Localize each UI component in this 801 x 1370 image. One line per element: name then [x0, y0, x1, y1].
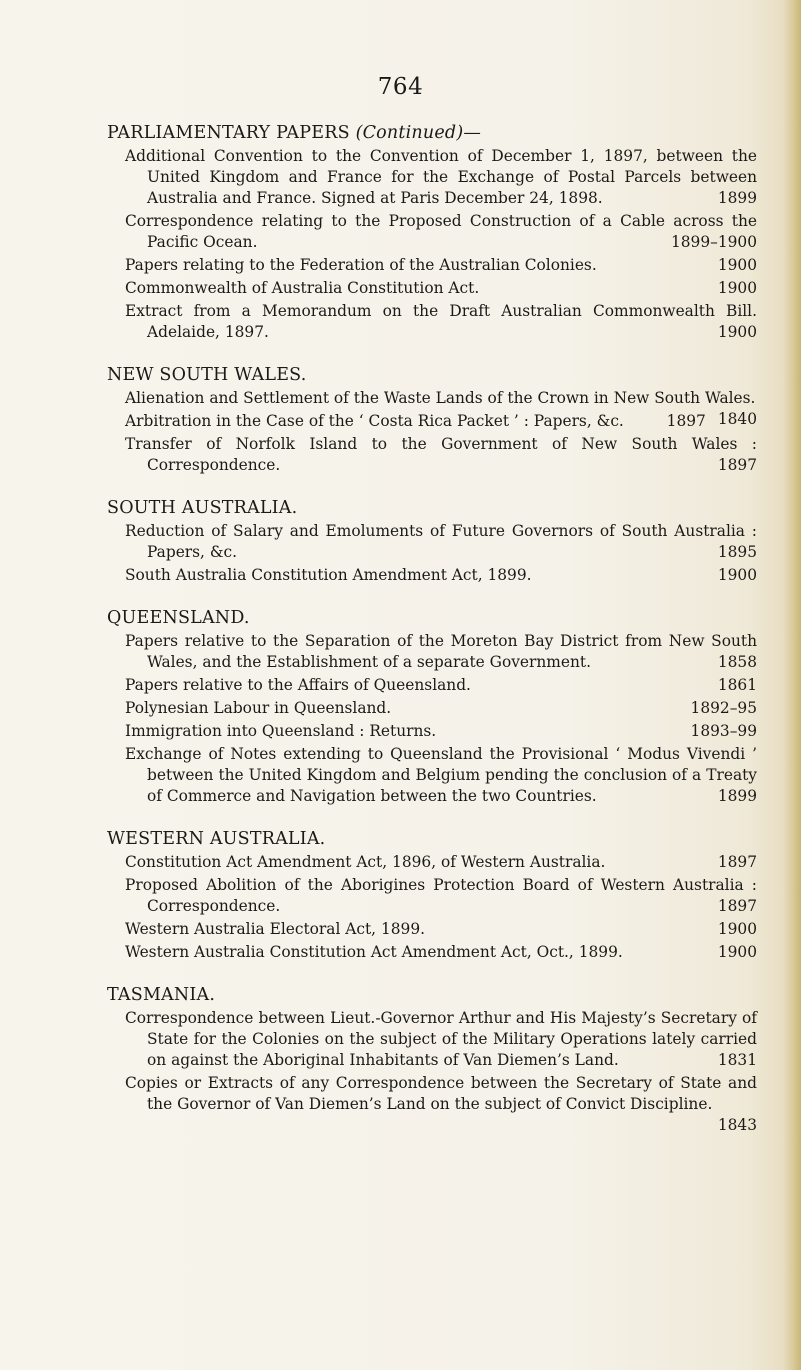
entry-title: Papers relating to the Federation of the Australian Colonies. — [125, 256, 597, 274]
page-edge — [783, 0, 801, 1370]
entry-year: 1861 — [717, 676, 757, 694]
list-item — [107, 919, 757, 940]
entry-title: Western Australia Constitution Act Amendment Act, Oct., 1899. — [125, 943, 623, 961]
entry-year: 1900 — [717, 323, 757, 341]
entry-title: Western Australia Electoral Act, 1899. — [125, 920, 426, 938]
list-item — [107, 852, 757, 873]
entry-year: 1899 — [717, 189, 757, 207]
list-item — [107, 942, 757, 963]
list-item — [107, 301, 757, 343]
section-heading: WESTERN AUSTRALIA. — [107, 829, 326, 849]
entry-year: 1831 — [717, 1051, 757, 1069]
list-item — [107, 675, 757, 696]
entry-year: 1897 — [717, 853, 757, 871]
entry-year: 1897 — [666, 412, 706, 430]
entry-year: 1900 — [717, 566, 757, 584]
section-heading: NEW SOUTH WALES. — [107, 365, 307, 385]
entry-year: 1899 — [717, 787, 757, 805]
entry-title: Papers relative to the Affairs of Queensland. — [125, 676, 471, 694]
entry-title: Correspondence between Lieut.-Governor Arthur and His Majesty’s Secretary of State for the Colonies on the subject of the Military Operations lately carried on against the Aboriginal Inhabitants of Van Diemen’s Land. — [125, 1009, 757, 1069]
entry-title: Copies or Extracts of any Correspondence between the Secretary of State and the Governor of Van Diemen’s Land on the subject of Convict Discipline. — [125, 1074, 757, 1113]
entry-title: Exchange of Notes extending to Queensland the Provisional ‘ Modus Vivendi ’ between the United Kingdom and Belgium pending the conclusion of a Treaty of Commerce and Navigation between the two Countries. — [125, 745, 757, 805]
list-item — [107, 255, 757, 276]
entry-title: Extract from a Memorandum on the Draft Australian Commonwealth Bill. Adelaide, 1897. — [125, 302, 757, 341]
list-item — [107, 411, 757, 432]
list-item — [107, 698, 757, 719]
section-new-south-wales — [107, 364, 757, 476]
entry-title: South Australia Constitution Amendment Act, 1899. — [125, 566, 532, 584]
heading-text: PARLIAMENTARY PAPERS — [107, 123, 350, 143]
entry-title: Additional Convention to the Convention of December 1, 1897, between the United Kingdom and France for the Exchange of Postal Parcels between Australia and France. Signed at Paris December 24, 1898. — [125, 147, 757, 207]
list-item — [107, 146, 757, 209]
list-item — [107, 744, 757, 807]
entry-title: Alienation and Settlement of the Waste Lands of the Crown in New South Wales. — [125, 389, 756, 407]
entry-year: 1900 — [717, 943, 757, 961]
list-item — [107, 434, 757, 476]
section-heading — [107, 122, 757, 144]
entry-year: 1858 — [717, 653, 757, 671]
entry-year: 1900 — [717, 256, 757, 274]
entry-title: Papers relative to the Separation of the Moreton Bay District from New South Wales, and the Establishment of a separate Government. — [125, 632, 757, 671]
section-south-australia — [107, 497, 757, 586]
section-heading: SOUTH AUSTRALIA. — [107, 498, 298, 518]
list-item — [107, 1008, 757, 1071]
entry-title: Transfer of Norfolk Island to the Government of New South Wales : Correspondence. — [125, 435, 757, 474]
entry-title: Constitution Act Amendment Act, 1896, of Western Australia. — [125, 853, 606, 871]
section-queensland — [107, 607, 757, 807]
list-item — [107, 278, 757, 299]
section-tasmania — [107, 984, 757, 1134]
heading-suffix: (Continued)— — [355, 123, 482, 143]
entry-title: Arbitration in the Case of the ‘ Costa Rica Packet ’ : Papers, &c. — [125, 412, 624, 430]
entry-year: 1897 — [717, 897, 757, 915]
section-western-australia — [107, 828, 757, 963]
entry-year: 1900 — [717, 279, 757, 297]
entry-title: Immigration into Queensland : Returns. — [125, 722, 437, 740]
section-parliamentary-papers — [107, 122, 757, 343]
entry-year: 1892–95 — [690, 699, 757, 717]
entry-year: 1840 — [717, 410, 757, 428]
entry-year: 1897 — [717, 456, 757, 474]
section-heading: TASMANIA. — [107, 985, 216, 1005]
page-number: 764 — [377, 74, 424, 100]
entry-title: Commonwealth of Australia Constitution Act. — [125, 279, 480, 297]
list-item — [107, 565, 757, 586]
entry-title: Polynesian Labour in Queensland. — [125, 699, 392, 717]
entry-year: 1900 — [717, 920, 757, 938]
entry-year: 1893–99 — [690, 722, 757, 740]
entry-title: Proposed Abolition of the Aborigines Protection Board of Western Australia : Correspondence. — [125, 876, 757, 915]
list-item — [107, 631, 757, 673]
entry-title: Correspondence relating to the Proposed Construction of a Cable across the Pacific Ocean. — [125, 212, 757, 251]
list-item — [107, 721, 757, 742]
content — [107, 122, 757, 1136]
list-item — [107, 521, 757, 563]
list-item — [107, 211, 757, 253]
entry-title: Reduction of Salary and Emoluments of Future Governors of South Australia : Papers, &c. — [125, 522, 757, 561]
entry-year: 1895 — [717, 543, 757, 561]
list-item — [107, 875, 757, 917]
list-item — [107, 1073, 757, 1134]
section-heading: QUEENSLAND. — [107, 608, 250, 628]
entry-year: 1843 — [717, 1116, 757, 1134]
entry-year: 1899–1900 — [670, 233, 757, 251]
